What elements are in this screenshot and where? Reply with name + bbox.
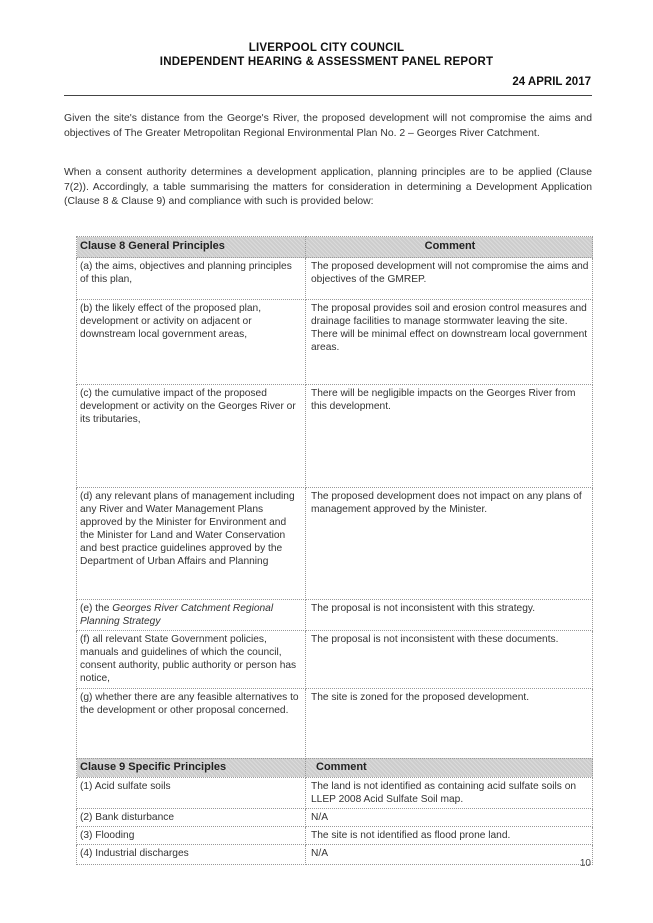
principle-cell: (3) Flooding bbox=[77, 826, 306, 844]
principle-cell: (1) Acid sulfate soils bbox=[77, 777, 306, 808]
principle-cell: (f) all relevant State Government policies, manuals and guidelines of which the council, consent authority, public authority or person has notice, bbox=[77, 631, 306, 688]
principle-cell: (a) the aims, objectives and planning principles of this plan, bbox=[77, 258, 306, 300]
comment-cell: The proposal is not inconsistent with these documents. bbox=[306, 631, 593, 688]
comment-cell: There will be negligible impacts on the Georges River from this development. bbox=[306, 385, 593, 488]
comment-cell: The site is zoned for the proposed development. bbox=[306, 688, 593, 758]
principle-cell: (c) the cumulative impact of the proposed development or activity on the Georges River or its tributaries, bbox=[77, 385, 306, 488]
principle-cell: (4) Industrial discharges bbox=[77, 844, 306, 864]
principles-table bbox=[76, 236, 593, 865]
comment-cell: The site is not identified as flood prone land. bbox=[306, 826, 593, 844]
table-row bbox=[77, 688, 593, 758]
comment-header: Comment bbox=[306, 237, 593, 258]
table-row bbox=[77, 631, 593, 688]
table-row bbox=[77, 777, 593, 808]
clause9-comment-header: Comment bbox=[306, 758, 593, 777]
header-divider bbox=[64, 95, 592, 96]
table-row bbox=[77, 300, 593, 385]
principle-cell bbox=[77, 600, 306, 631]
clause9-header: Clause 9 Specific Principles bbox=[77, 758, 306, 777]
clause8-header-row bbox=[77, 237, 593, 258]
table-row bbox=[77, 258, 593, 300]
clause8-header: Clause 8 General Principles bbox=[77, 237, 306, 258]
table-row bbox=[77, 826, 593, 844]
comment-cell: N/A bbox=[306, 808, 593, 826]
principle-prefix: (e) the bbox=[80, 603, 113, 614]
intro-paragraph-1: Given the site's distance from the George's River, the proposed development will not compromise the aims and objectives of The Greater Metropolitan Regional Environmental Plan No. 2 – Georges River Catchment. bbox=[64, 113, 592, 139]
intro-paragraph-2: When a consent authority determines a development application, planning principles are to be applied (Clause 7(2)). Accordingly, a table summarising the matters for consideration in determining a Development Application (Clause 8 & Clause 9) and compliance with such is provided below: bbox=[64, 167, 592, 208]
table-row bbox=[77, 385, 593, 488]
principle-italic-title: Georges River Catchment Regional Planning Strategy bbox=[80, 603, 274, 628]
header-report-title: INDEPENDENT HEARING & ASSESSMENT PANEL REPORT bbox=[159, 56, 494, 68]
clause9-header-row bbox=[77, 758, 593, 777]
table-row bbox=[77, 844, 593, 864]
comment-cell: The proposed development will not compromise the aims and objectives of the GMREP. bbox=[306, 258, 593, 300]
comment-cell: N/A bbox=[306, 844, 593, 864]
table-row bbox=[77, 600, 593, 631]
comment-cell: The proposal provides soil and erosion control measures and drainage facilities to manage stormwater leaving the site. There will be minimal effect on downstream local government areas. bbox=[306, 300, 593, 385]
principle-cell: (g) whether there are any feasible alternatives to the development or other proposal concerned. bbox=[77, 688, 306, 758]
header-council-name: LIVERPOOL CITY COUNCIL bbox=[248, 42, 405, 54]
comment-cell: The proposal is not inconsistent with this strategy. bbox=[306, 600, 593, 631]
comment-cell: The land is not identified as containing acid sulfate soils on LLEP 2008 Acid Sulfate Soil map. bbox=[306, 777, 593, 808]
page-number: 10 bbox=[579, 858, 591, 869]
table-row bbox=[77, 808, 593, 826]
header-date: 24 APRIL 2017 bbox=[512, 76, 591, 88]
principle-cell: (d) any relevant plans of management including any River and Water Management Plans approved by the Minister for Environment and the Minister for Land and Water Conservation and best practice guidelines approved by the Department of Urban Affairs and Planning bbox=[77, 488, 306, 600]
principle-cell: (b) the likely effect of the proposed plan, development or activity on adjacent or downstream local government areas, bbox=[77, 300, 306, 385]
table-row bbox=[77, 488, 593, 600]
principle-cell: (2) Bank disturbance bbox=[77, 808, 306, 826]
comment-cell: The proposed development does not impact on any plans of management approved by the Minister. bbox=[306, 488, 593, 600]
